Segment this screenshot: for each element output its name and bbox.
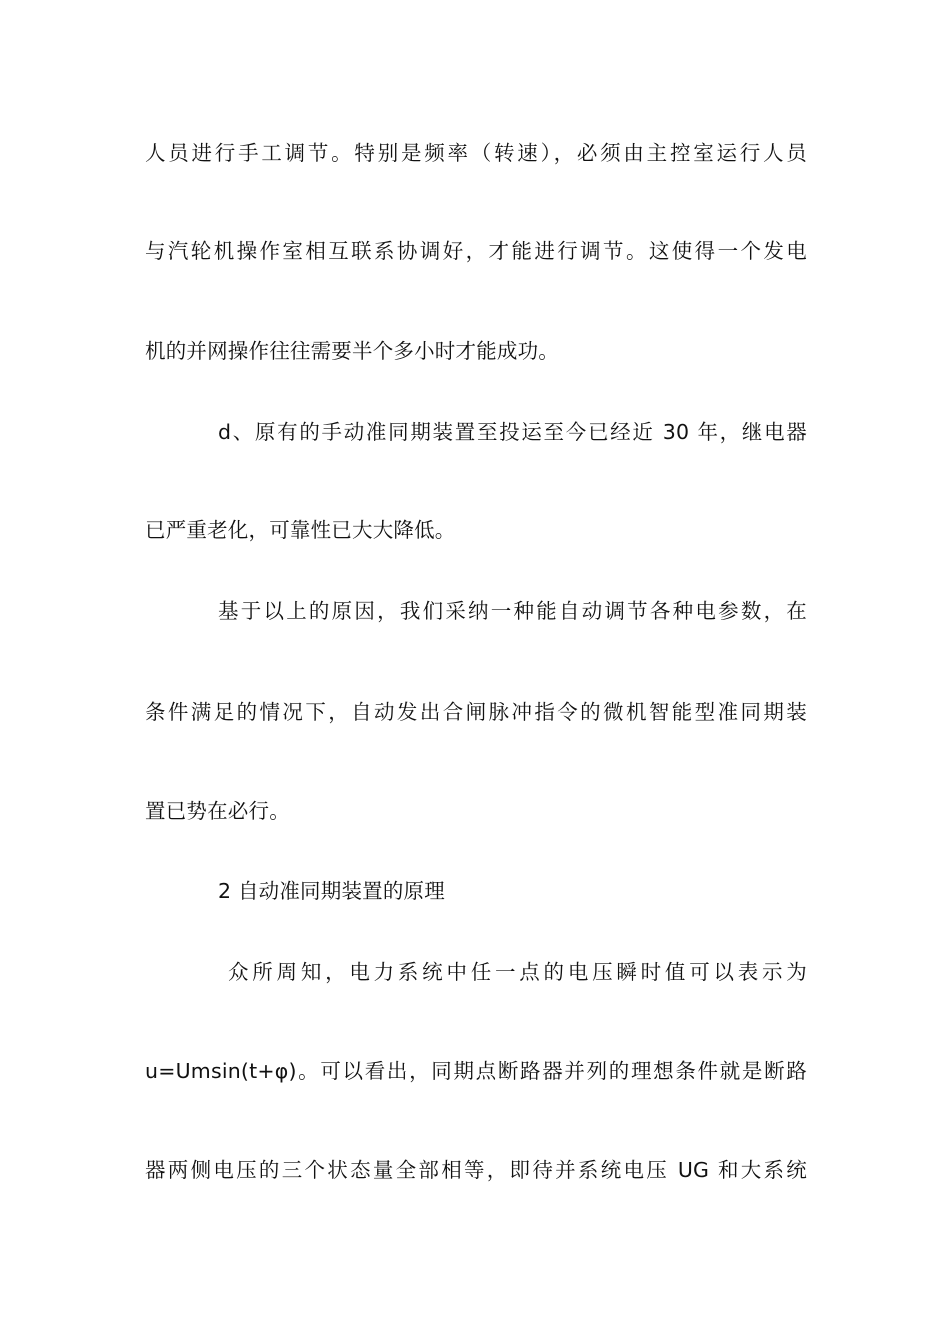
section-heading: 2 自动准同期装置的原理 (218, 879, 445, 903)
paragraph-line-10: 众所周知，电力系统中任一点的电压瞬时值可以表示为 (228, 960, 807, 984)
paragraph-line-2: 与汽轮机操作室相互联系协调好，才能进行调节。这使得一个发电 (145, 239, 807, 263)
paragraph-line-3: 机的并网操作往往需要半个多小时才能成功。 (145, 339, 559, 363)
paragraph-line-1: 人员进行手工调节。特别是频率（转速），必须由主控室运行人员 (145, 141, 807, 165)
paragraph-line-8: 置已势在必行。 (145, 799, 290, 823)
paragraph-line-7: 条件满足的情况下，自动发出合闸脉冲指令的微机智能型准同期装 (145, 700, 807, 724)
paragraph-line-11: u=Umsin(t+φ)。可以看出，同期点断路器并列的理想条件就是断路 (145, 1059, 807, 1083)
paragraph-line-4: d、原有的手动准同期装置至投运至今已经近 30 年，继电器 (218, 420, 807, 444)
paragraph-line-5: 已严重老化，可靠性已大大降低。 (145, 518, 456, 542)
paragraph-line-12: 器两侧电压的三个状态量全部相等，即待并系统电压 UG 和大系统 (145, 1158, 807, 1182)
paragraph-line-6: 基于以上的原因，我们采纳一种能自动调节各种电参数，在 (218, 599, 807, 623)
